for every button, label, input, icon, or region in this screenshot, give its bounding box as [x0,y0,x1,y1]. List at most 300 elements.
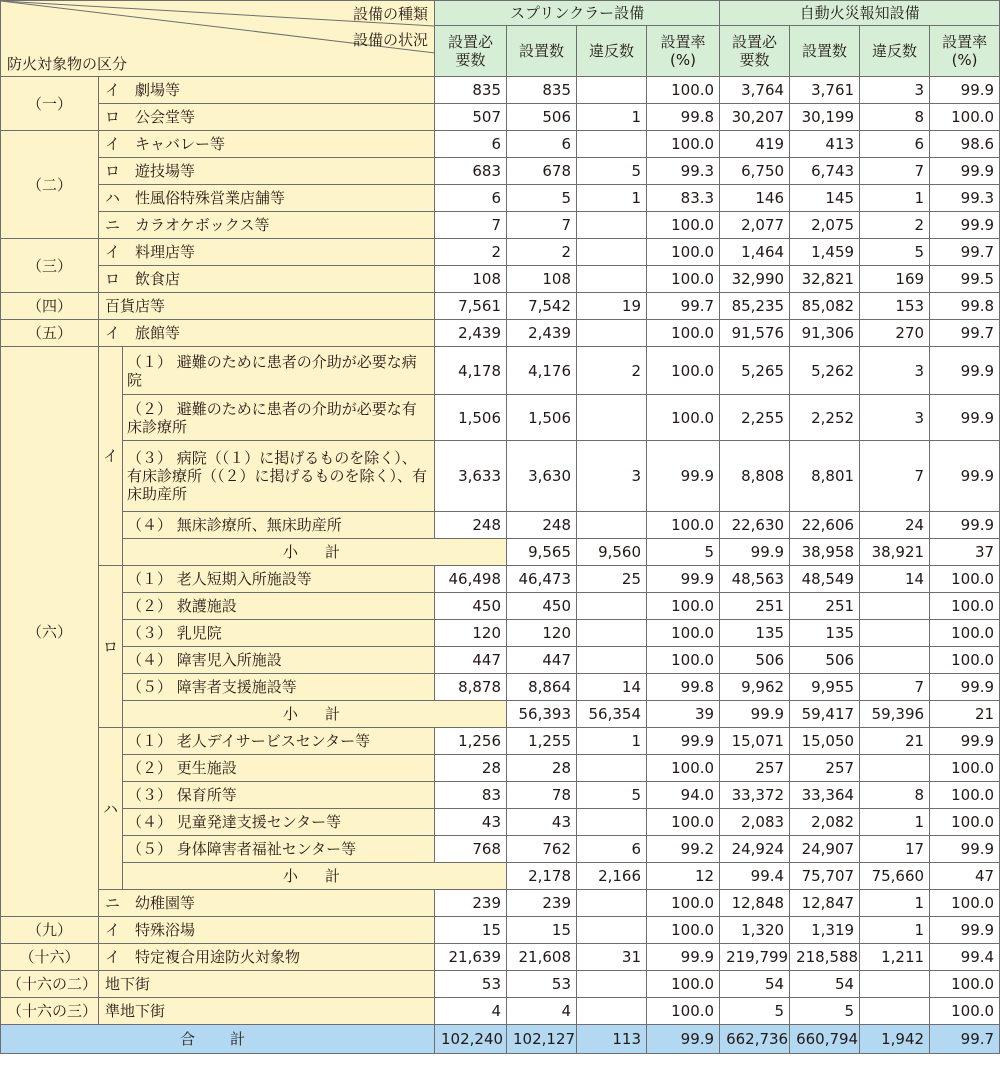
value-cell: 100.0 [647,890,720,917]
value-cell [577,917,647,944]
value-cell: 21 [930,701,1000,728]
value-cell: 100.0 [647,239,720,266]
facility-label [123,593,435,620]
subclass-mark: ロ [105,162,121,180]
subclass-mark: イ [105,81,121,99]
value-cell: 56,354 [577,701,647,728]
facility-label [99,917,435,944]
item-name: 準地下街 [105,1002,166,1020]
value-cell: 100.0 [647,620,720,647]
table-row [1,293,1000,320]
value-cell [577,998,647,1025]
value-cell: 251 [790,593,860,620]
value-cell: 83 [435,782,507,809]
value-cell: 2,166 [577,863,647,890]
value-cell: 4,176 [507,347,577,395]
total-value-cell: 99.9 [647,1025,720,1054]
value-cell: 54 [720,971,790,998]
value-cell: 8 [860,782,930,809]
facility-label [123,647,435,674]
value-cell: 99.9 [930,347,1000,395]
value-cell: 506 [790,647,860,674]
facility-label [123,836,435,863]
value-cell: 28 [435,755,507,782]
subtotal-label: 小 計 [123,539,507,566]
subclass-mark: ニ [105,894,121,912]
value-cell: 1,256 [435,728,507,755]
value-cell [577,890,647,917]
column-header-required: 設置必 要数 [435,26,507,77]
value-cell: 99.8 [647,674,720,701]
value-cell: 5 [577,782,647,809]
value-cell: 100.0 [647,347,720,395]
value-cell: 120 [507,620,577,647]
value-cell: 98.6 [930,131,1000,158]
value-cell [577,77,647,104]
value-cell: 99.9 [930,441,1000,512]
value-cell: 99.8 [930,293,1000,320]
table-row [1,212,1000,239]
value-cell: 100.0 [647,998,720,1025]
value-cell: 99.2 [647,836,720,863]
value-cell: 7 [860,674,930,701]
value-cell: 1 [860,809,930,836]
item-name: 更生施設 [172,759,237,777]
value-cell: 8 [860,104,930,131]
value-cell [860,971,930,998]
value-cell: 5 [720,998,790,1025]
value-cell: 38,921 [860,539,930,566]
value-cell: 83.3 [647,185,720,212]
value-cell: 32,990 [720,266,790,293]
item-name: 救護施設 [172,597,237,615]
subclass-cell: イ [99,347,123,566]
item-name: 特殊浴場 [135,921,196,939]
value-cell [577,212,647,239]
value-cell: 3 [860,77,930,104]
value-cell: 53 [507,971,577,998]
facility-label [123,728,435,755]
value-cell: 8,808 [720,441,790,512]
value-cell: 22,630 [720,512,790,539]
value-cell: 2,252 [790,395,860,441]
value-cell: 6 [435,131,507,158]
value-cell [577,755,647,782]
facility-label [99,293,435,320]
item-number: （４） [127,813,173,831]
value-cell: 108 [435,266,507,293]
value-cell: 21,639 [435,944,507,971]
value-cell: 257 [720,755,790,782]
value-cell: 31 [577,944,647,971]
value-cell: 100.0 [930,998,1000,1025]
facility-label [99,944,435,971]
value-cell: 169 [860,266,930,293]
value-cell: 21 [860,728,930,755]
facility-label [99,998,435,1025]
item-name: 性風俗特殊営業店舗等 [135,189,286,207]
value-cell: 3,630 [507,441,577,512]
value-cell: 99.9 [930,77,1000,104]
value-cell [860,755,930,782]
item-number: （３） [127,624,173,642]
value-cell: 99.9 [930,395,1000,441]
item-name: 老人短期入所施設等 [172,570,312,588]
table-row [1,158,1000,185]
item-number: （２） [127,399,173,418]
facility-label [123,347,435,395]
value-cell: 248 [435,512,507,539]
facility-label [123,620,435,647]
value-cell: 100.0 [930,755,1000,782]
value-cell: 100.0 [930,593,1000,620]
table-row [1,728,1000,755]
value-cell: 2 [507,239,577,266]
facility-label [123,566,435,593]
value-cell: 1 [577,728,647,755]
value-cell: 54 [790,971,860,998]
value-cell: 6,743 [790,158,860,185]
value-cell [577,647,647,674]
value-cell: 2 [860,212,930,239]
value-cell: 8,864 [507,674,577,701]
table-row [1,647,1000,674]
value-cell: 9,955 [790,674,860,701]
category-cell: （十六） [1,944,99,971]
table-row [1,890,1000,917]
value-cell: 100.0 [647,647,720,674]
value-cell: 19 [577,293,647,320]
value-cell: 100.0 [647,395,720,441]
value-cell: 85,082 [790,293,860,320]
table-row [1,593,1000,620]
table-row [1,971,1000,998]
item-number: （５） [127,840,173,858]
value-cell: 12 [647,863,720,890]
facility-label [99,185,435,212]
item-name: 無床診療所、無床助産所 [172,516,342,534]
item-name: 旅館等 [135,324,181,342]
value-cell: 99.9 [930,158,1000,185]
total-row [1,1025,1000,1054]
value-cell: 12,848 [720,890,790,917]
table-row [1,512,1000,539]
facility-label [123,395,435,441]
value-cell: 32,821 [790,266,860,293]
value-cell: 14 [860,566,930,593]
value-cell: 53 [435,971,507,998]
category-cell: （六） [1,347,99,917]
total-value-cell: 660,794 [790,1025,860,1054]
item-name: 老人デイサービスセンター等 [172,732,371,750]
total-value-cell: 113 [577,1025,647,1054]
subclass-mark: イ [105,243,121,261]
total-value-cell: 102,127 [507,1025,577,1054]
table-row [1,620,1000,647]
value-cell: 1,211 [860,944,930,971]
value-cell: 24,907 [790,836,860,863]
value-cell [577,239,647,266]
subclass-mark: ハ [105,189,121,207]
item-number: （４） [127,516,173,534]
facility-label [123,809,435,836]
value-cell: 135 [720,620,790,647]
item-name: 特定複合用途防火対象物 [135,948,301,966]
value-cell: 100.0 [647,512,720,539]
item-name: 遊技場等 [135,162,196,180]
value-cell: 100.0 [647,971,720,998]
item-number: （３） [127,786,173,804]
value-cell: 6 [435,185,507,212]
value-cell [577,131,647,158]
value-cell: 100.0 [930,620,1000,647]
value-cell: 3 [860,347,930,395]
value-cell: 46,473 [507,566,577,593]
table-row [1,782,1000,809]
value-cell: 7 [860,441,930,512]
value-cell: 99.7 [930,239,1000,266]
value-cell: 683 [435,158,507,185]
value-cell: 14 [577,674,647,701]
value-cell: 248 [507,512,577,539]
total-value-cell: 99.7 [930,1025,1000,1054]
value-cell: 39 [647,701,720,728]
item-number: （３） [127,449,173,467]
table-row [1,320,1000,347]
value-cell: 3,633 [435,441,507,512]
value-cell: 120 [435,620,507,647]
value-cell: 99.9 [930,512,1000,539]
facility-label [99,104,435,131]
facility-label [123,512,435,539]
value-cell: 1,319 [790,917,860,944]
item-name: キャバレー等 [135,135,226,153]
value-cell: 99.9 [930,728,1000,755]
facility-label [99,971,435,998]
table-row [1,131,1000,158]
group-header-sprinkler: スプリンクラー設備 [435,1,720,26]
value-cell: 37 [930,539,1000,566]
table-row [1,944,1000,971]
value-cell: 85,235 [720,293,790,320]
value-cell: 2 [435,239,507,266]
subclass-mark: ロ [105,108,121,126]
table-row [1,239,1000,266]
value-cell: 75,660 [860,863,930,890]
category-cell: （二） [1,131,99,239]
value-cell: 1 [860,890,930,917]
value-cell: 3,764 [720,77,790,104]
table-row [1,674,1000,701]
value-cell: 153 [860,293,930,320]
table-row [1,566,1000,593]
value-cell: 7,542 [507,293,577,320]
facility-label [99,212,435,239]
table-row [1,809,1000,836]
value-cell: 99.9 [647,728,720,755]
value-cell: 219,799 [720,944,790,971]
value-cell: 15,071 [720,728,790,755]
value-cell [577,620,647,647]
value-cell: 48,549 [790,566,860,593]
item-name: 幼稚園等 [135,894,196,912]
value-cell: 507 [435,104,507,131]
column-header-violation: 違反数 [577,26,647,77]
table-row [1,998,1000,1025]
value-cell: 28 [507,755,577,782]
value-cell: 99.4 [720,863,790,890]
value-cell: 6 [577,836,647,863]
value-cell: 15,050 [790,728,860,755]
column-header-installed: 設置数 [790,26,860,77]
value-cell: 15 [507,917,577,944]
column-header-required: 設置必 要数 [720,26,790,77]
table-row [1,395,1000,441]
value-cell: 251 [720,593,790,620]
value-cell: 94.0 [647,782,720,809]
facility-label [123,782,435,809]
value-cell: 7 [507,212,577,239]
subclass-mark: イ [105,948,121,966]
facility-label [123,755,435,782]
value-cell: 1 [577,104,647,131]
value-cell: 1,459 [790,239,860,266]
value-cell: 15 [435,917,507,944]
value-cell [577,266,647,293]
column-header-installed: 設置数 [507,26,577,77]
table-row [1,347,1000,395]
value-cell: 22,606 [790,512,860,539]
value-cell [577,809,647,836]
value-cell: 100.0 [647,593,720,620]
value-cell: 2,439 [507,320,577,347]
corner-label-equipment-type: 設備の種類 [353,5,429,23]
category-cell: （五） [1,320,99,347]
value-cell: 1,255 [507,728,577,755]
value-cell: 100.0 [647,212,720,239]
item-number: （４） [127,651,173,669]
value-cell: 43 [435,809,507,836]
value-cell: 100.0 [647,755,720,782]
value-cell: 5 [860,239,930,266]
value-cell: 835 [435,77,507,104]
column-header-violation: 違反数 [860,26,930,77]
table-row [1,104,1000,131]
value-cell: 5 [577,158,647,185]
value-cell: 33,372 [720,782,790,809]
value-cell: 99.7 [647,293,720,320]
value-cell: 17 [860,836,930,863]
item-number: （１） [127,732,173,750]
item-name: 地下街 [105,975,151,993]
item-number: （１） [127,352,173,371]
subclass-cell: ハ [99,728,123,890]
header-corner-cell [1,1,435,77]
value-cell: 100.0 [930,890,1000,917]
value-cell [860,620,930,647]
value-cell: 99.4 [930,944,1000,971]
value-cell: 100.0 [647,809,720,836]
value-cell: 146 [720,185,790,212]
total-value-cell: 102,240 [435,1025,507,1054]
table-row [1,185,1000,212]
category-cell: （九） [1,917,99,944]
value-cell: 100.0 [930,566,1000,593]
column-header-rate: 設置率 (%) [647,26,720,77]
value-cell: 2,083 [720,809,790,836]
value-cell: 99.9 [647,944,720,971]
total-value-cell: 1,942 [860,1025,930,1054]
category-cell: （三） [1,239,99,293]
value-cell: 218,588 [790,944,860,971]
value-cell: 100.0 [930,809,1000,836]
value-cell: 2,255 [720,395,790,441]
item-name: 料理店等 [135,243,196,261]
value-cell: 8,801 [790,441,860,512]
value-cell: 59,417 [790,701,860,728]
value-cell: 3,761 [790,77,860,104]
value-cell: 99.3 [647,158,720,185]
value-cell: 5 [647,539,720,566]
value-cell: 100.0 [647,917,720,944]
item-name: 乳児院 [172,624,222,642]
table-row [1,441,1000,512]
facility-label [99,320,435,347]
subclass-mark: ニ [105,216,121,234]
value-cell: 99.9 [930,917,1000,944]
corner-label-category: 防火対象物の区分 [7,55,128,73]
value-cell: 145 [790,185,860,212]
facility-label [99,131,435,158]
facility-label [123,441,435,512]
value-cell: 59,396 [860,701,930,728]
value-cell: 7 [860,158,930,185]
value-cell: 257 [790,755,860,782]
value-cell: 7,561 [435,293,507,320]
table-row [1,836,1000,863]
value-cell: 38,958 [790,539,860,566]
item-number: （２） [127,597,173,615]
value-cell: 3 [577,441,647,512]
table-row [1,701,1000,728]
value-cell: 99.3 [930,185,1000,212]
value-cell: 239 [507,890,577,917]
value-cell: 99.9 [930,674,1000,701]
table-row [1,917,1000,944]
value-cell: 30,199 [790,104,860,131]
value-cell: 99.9 [647,441,720,512]
value-cell: 450 [507,593,577,620]
corner-label-equipment-status: 設備の状況 [353,31,429,49]
table-row [1,266,1000,293]
value-cell: 56,393 [507,701,577,728]
facility-label [99,266,435,293]
subclass-mark: イ [105,324,121,342]
table-row [1,539,1000,566]
facility-label [99,158,435,185]
value-cell: 447 [507,647,577,674]
value-cell: 1 [860,917,930,944]
value-cell: 43 [507,809,577,836]
value-cell: 5,265 [720,347,790,395]
subtotal-label: 小 計 [123,701,507,728]
value-cell [860,593,930,620]
value-cell: 1 [860,185,930,212]
value-cell: 30,207 [720,104,790,131]
value-cell: 24,924 [720,836,790,863]
value-cell: 21,608 [507,944,577,971]
value-cell: 100.0 [647,266,720,293]
